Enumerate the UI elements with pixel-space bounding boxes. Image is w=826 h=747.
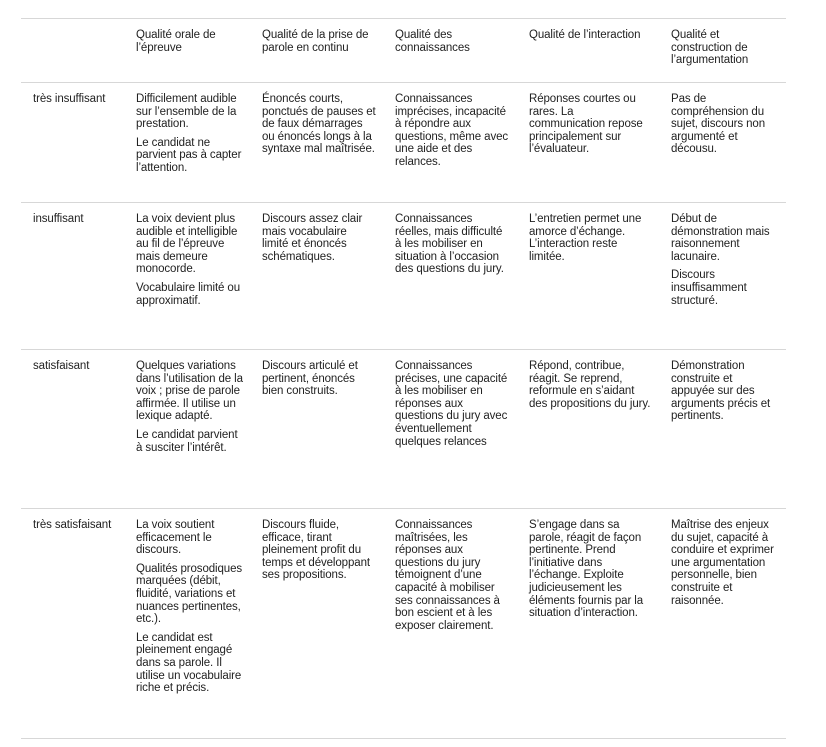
cell-continuous-speech: [251, 509, 384, 739]
evaluation-table: [21, 18, 786, 739]
cell-continuous-speech: [251, 350, 384, 509]
level-label: insuffisant: [33, 213, 84, 225]
cell-text: La voix devient plus audible et intelligible au fil de l’épreuve mais demeure monocorde.: [136, 213, 238, 276]
header-continuous-speech: Qualité de la prise de parole en continu: [262, 29, 369, 54]
cell-interaction: [518, 350, 660, 509]
table-row: [21, 203, 786, 350]
cell-text: Pas de compréhension du sujet, discours non argumenté et décousu.: [671, 93, 765, 156]
cell-text: Discours insuffisamment structuré.: [671, 269, 747, 307]
cell-text: Discours assez clair mais vocabulaire limité et énoncés schématiques.: [262, 213, 363, 263]
cell-text: La voix soutient efficacement le discours.: [136, 519, 215, 557]
cell-argumentation: [660, 83, 786, 203]
cell-interaction: [518, 509, 660, 739]
cell-text: Maîtrise des enjeux du sujet, capacité à conduire et exprimer une argumentation personnelle, bien construite et raisonnée.: [671, 519, 774, 607]
cell-text: Vocabulaire limité ou approximatif.: [136, 281, 241, 307]
cell-knowledge: [384, 509, 518, 739]
cell-oral-quality: [125, 203, 251, 350]
cell-text: Discours fluide, efficace, tirant pleinement profit du temps et développant ses propositions.: [262, 519, 370, 582]
header-oral-quality: Qualité orale de l’épreuve: [136, 29, 216, 54]
cell-oral-quality: [125, 350, 251, 509]
cell-continuous-speech: [251, 83, 384, 203]
evaluation-grid: [21, 18, 786, 739]
level-label: très insuffisant: [33, 93, 106, 105]
cell-text: L’entretien permet une amorce d’échange. L’interaction reste limitée.: [529, 213, 642, 263]
cell-argumentation: [660, 203, 786, 350]
cell-text: Le candidat parvient à susciter l’intérêt.: [136, 428, 238, 454]
cell-text: Discours articulé et pertinent, énoncés bien construits.: [262, 360, 358, 398]
cell-text: Connaissances imprécises, incapacité à répondre aux questions, même avec une aide et des relances.: [395, 93, 509, 168]
cell-text: Réponses courtes ou rares. La communication repose principalement sur l’évaluateur.: [529, 93, 643, 156]
cell-text: Le candidat ne parvient pas à capter l’attention.: [136, 136, 242, 174]
cell-knowledge: [384, 83, 518, 203]
table-row: [21, 350, 786, 509]
table-row: [21, 509, 786, 739]
cell-continuous-speech: [251, 203, 384, 350]
cell-interaction: [518, 83, 660, 203]
header-argumentation: Qualité et construction de l’argumentation: [671, 29, 749, 67]
cell-argumentation: [660, 350, 786, 509]
level-label: satisfaisant: [33, 360, 90, 372]
header-row: [21, 19, 786, 83]
header-knowledge: Qualité des connaissances: [395, 29, 470, 54]
cell-oral-quality: [125, 509, 251, 739]
cell-text: Énoncés courts, ponctués de pauses et de faux démarrages ou énoncés longs à la syntaxe mal maîtrisée.: [262, 93, 376, 156]
cell-text: Démonstration construite et appuyée sur des arguments précis et pertinents.: [671, 360, 771, 423]
header-corner: [21, 19, 125, 83]
cell-text: Le candidat est pleinement engagé dans sa parole. Il utilise un vocabulaire riche et précis.: [136, 631, 242, 695]
table-row: [21, 83, 786, 203]
cell-text: Répond, contribue, réagit. Se reprend, reformule en s’aidant des propositions du jury.: [529, 360, 651, 410]
cell-knowledge: [384, 350, 518, 509]
cell-text: Connaissances maîtrisées, les réponses aux questions du jury témoignent d’une capacité à mobiliser ses connaissances à bon escient et à les exposer clairement.: [395, 519, 500, 632]
cell-text: S’engage dans sa parole, réagit de façon pertinente. Prend l’initiative dans l’échange. Exploite judicieusement les éléments fournis par la situation d’interaction.: [529, 519, 644, 620]
cell-text: Connaissances précises, une capacité à les mobiliser en réponses aux questions du jury avec éventuellement quelques relances: [395, 360, 508, 448]
level-label: très satisfaisant: [33, 519, 112, 531]
cell-interaction: [518, 203, 660, 350]
header-interaction: Qualité de l’interaction: [529, 29, 641, 41]
cell-knowledge: [384, 203, 518, 350]
cell-text: Début de démonstration mais raisonnement lacunaire.: [671, 213, 770, 263]
cell-oral-quality: [125, 83, 251, 203]
cell-argumentation: [660, 509, 786, 739]
cell-text: Difficilement audible sur l’ensemble de la prestation.: [136, 93, 237, 131]
cell-text: Qualités prosodiques marquées (débit, fluidité, variations et nuances pertinentes, etc.).: [136, 562, 243, 626]
cell-text: Connaissances réelles, mais difficulté à les mobiliser en situation à l’occasion des questions du jury.: [395, 213, 504, 276]
cell-text: Quelques variations dans l’utilisation de la voix ; prise de parole affirmée. Il utilise un lexique adapté.: [136, 360, 243, 423]
